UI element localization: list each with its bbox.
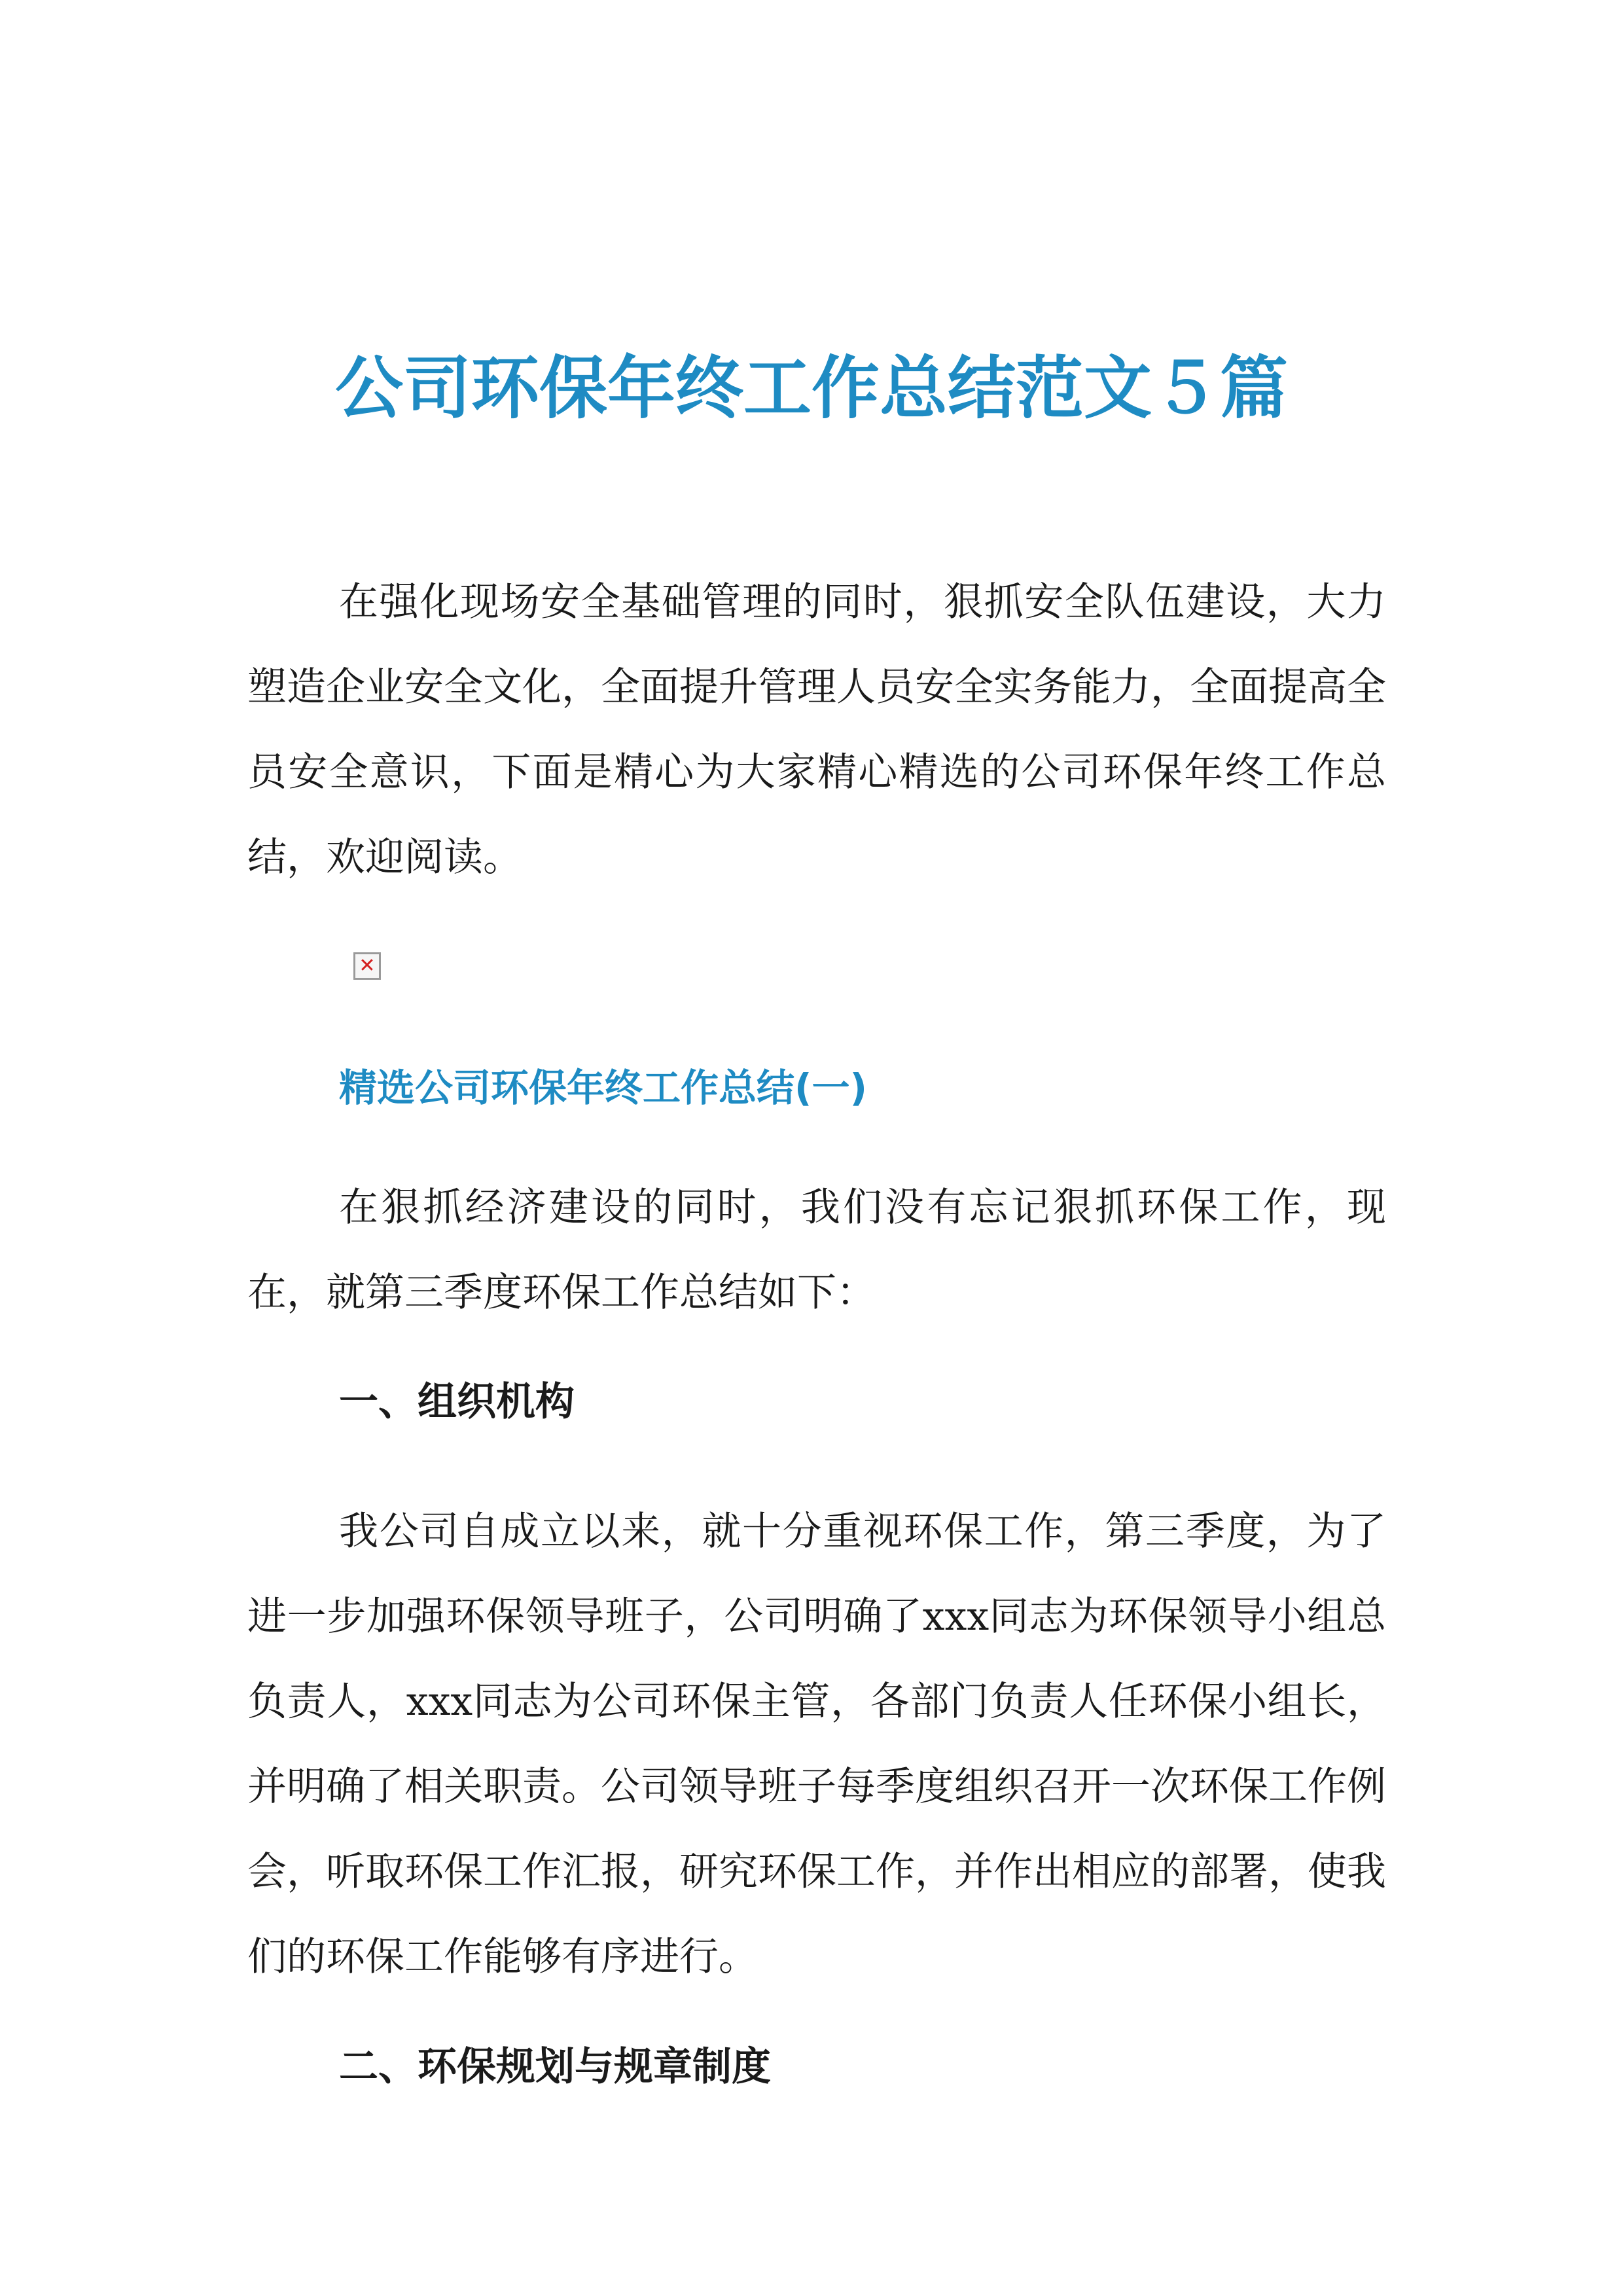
- section-heading: 精选公司环保年终工作总结(一): [339, 1066, 868, 1110]
- heading-planning: 二、环保规划与规章制度: [339, 2044, 771, 2090]
- organization-paragraph: 我公司自成立以来，就十分重视环保工作，第三季度，为了进一步加强环保领导班子，公司明确了xxx同志为环保领导小组总负责人，xxx同志为公司环保主管，各部门负责人任环保小组长，并明确了相关职责。公司领导班子每季度组织召开一次环保工作例会，听取环保工作汇报，研究环保工作，并作出相应的部署，使我们的环保工作能够有序进行。: [247, 1509, 1386, 1980]
- document-title: 公司环保年终工作总结范文５篇: [334, 348, 1288, 428]
- section-intro-paragraph: 在狠抓经济建设的同时，我们没有忘记狠抓环保工作，现在，就第三季度环保工作总结如下：: [247, 1185, 1386, 1316]
- broken-image-icon: ✕: [353, 952, 381, 980]
- intro-paragraph: 在强化现场安全基础管理的同时，狠抓安全队伍建设，大力塑造企业安全文化，全面提升管理人员安全实务能力，全面提高全员安全意识，下面是精心为大家精心精选的公司环保年终工作总结，欢迎阅读。: [247, 579, 1386, 880]
- heading-organization: 一、组织机构: [339, 1379, 575, 1425]
